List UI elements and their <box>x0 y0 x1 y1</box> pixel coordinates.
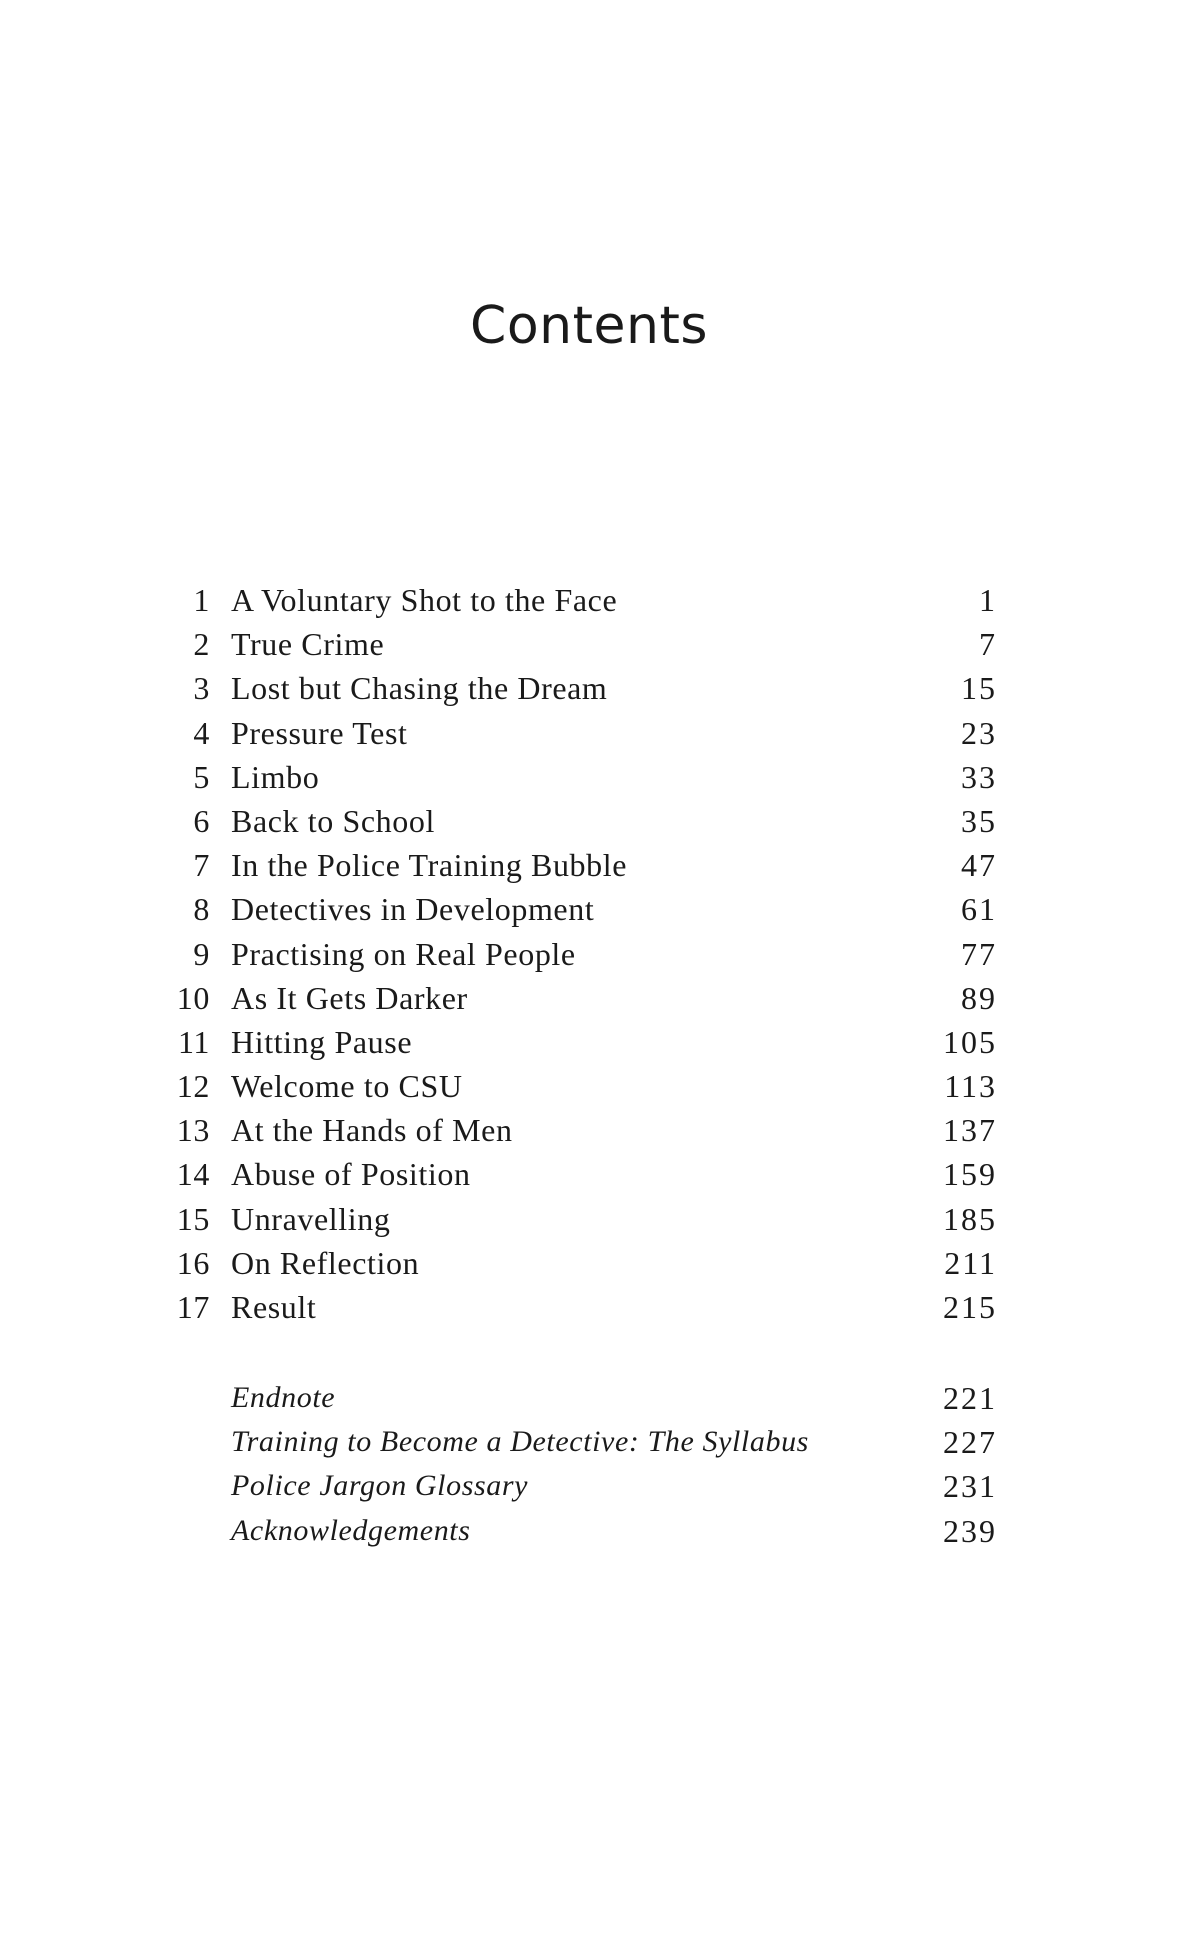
toc-entry[interactable] <box>0 755 1198 799</box>
page-number: 227 <box>943 1424 997 1461</box>
toc-entry[interactable] <box>0 1241 1198 1285</box>
chapter-number: 12 <box>176 1068 210 1105</box>
page-number: 7 <box>979 626 997 663</box>
chapter-title: Practising on Real People <box>231 935 576 972</box>
page-title: Contents <box>470 296 708 356</box>
chapter-number: 10 <box>176 979 210 1016</box>
chapter-number: 7 <box>193 847 210 884</box>
chapter-title: True Crime <box>231 626 385 663</box>
chapter-number: 11 <box>177 1023 210 1060</box>
page-number: 89 <box>961 979 997 1016</box>
toc-entry[interactable] <box>0 1197 1198 1241</box>
chapter-number: 8 <box>193 891 210 928</box>
toc-entry[interactable] <box>0 1285 1198 1329</box>
page-number: 221 <box>943 1380 997 1416</box>
chapter-title: Back to School <box>231 802 435 839</box>
page-number: 61 <box>961 891 997 928</box>
chapter-title: Abuse of Position <box>231 1156 471 1193</box>
toc-entry[interactable] <box>0 887 1198 931</box>
page-number: 105 <box>943 1023 997 1060</box>
back-matter-entry[interactable] <box>0 1376 1198 1420</box>
back-matter-title: Endnote <box>231 1381 336 1414</box>
toc-entry[interactable] <box>0 666 1198 710</box>
chapter-title: In the Police Training Bubble <box>231 847 628 884</box>
chapter-title: Pressure Test <box>231 714 408 751</box>
back-matter-list <box>0 1376 1198 1553</box>
chapter-title: Unravelling <box>231 1200 391 1237</box>
chapter-title: At the Hands of Men <box>231 1112 513 1149</box>
chapter-number: 9 <box>193 935 210 972</box>
page-number: 77 <box>961 935 997 972</box>
back-matter-title: Police Jargon Glossary <box>231 1469 529 1503</box>
chapter-title: On Reflection <box>231 1244 420 1281</box>
chapter-number: 14 <box>176 1156 210 1193</box>
chapter-number: 5 <box>193 758 210 795</box>
page-number: 159 <box>943 1156 997 1193</box>
toc-entry[interactable] <box>0 1152 1198 1196</box>
back-matter-entry[interactable] <box>0 1464 1198 1508</box>
page-number: 231 <box>943 1468 997 1505</box>
chapter-title: A Voluntary Shot to the Face <box>231 582 618 618</box>
chapter-number: 4 <box>193 714 210 751</box>
page-number: 239 <box>943 1512 997 1549</box>
toc-entry[interactable] <box>0 1064 1198 1108</box>
chapter-title: Result <box>231 1289 317 1325</box>
back-matter-entry[interactable] <box>0 1420 1198 1464</box>
chapter-number: 15 <box>176 1200 210 1237</box>
chapter-number: 3 <box>193 670 210 707</box>
chapter-number: 2 <box>193 626 210 663</box>
toc-entry[interactable] <box>0 578 1198 622</box>
page-number: 33 <box>961 758 997 795</box>
chapter-title: Welcome to CSU <box>231 1068 463 1105</box>
chapter-list <box>0 578 1198 1329</box>
page-number: 35 <box>961 802 997 839</box>
chapter-number: 1 <box>193 582 210 618</box>
page-number: 211 <box>944 1244 997 1281</box>
toc-entry[interactable] <box>0 799 1198 843</box>
toc-entry[interactable] <box>0 711 1198 755</box>
toc-entry[interactable] <box>0 843 1198 887</box>
chapter-number: 17 <box>176 1289 210 1325</box>
chapter-number: 6 <box>193 802 210 839</box>
page-number: 113 <box>944 1068 997 1105</box>
page-number: 137 <box>943 1112 997 1149</box>
toc-entry[interactable] <box>0 976 1198 1020</box>
toc-entry[interactable] <box>0 622 1198 666</box>
chapter-number: 13 <box>176 1112 210 1149</box>
page-number: 23 <box>961 714 997 751</box>
chapter-title: Lost but Chasing the Dream <box>231 670 608 707</box>
chapter-title: Limbo <box>231 758 320 795</box>
page-number: 1 <box>979 582 997 618</box>
chapter-number: 16 <box>176 1244 210 1281</box>
back-matter-title: Acknowledgements <box>231 1513 471 1547</box>
chapter-title: As It Gets Darker <box>231 979 468 1016</box>
chapter-title: Detectives in Development <box>231 891 595 928</box>
toc-entry[interactable] <box>0 1020 1198 1064</box>
back-matter-title: Training to Become a Detective: The Syllabus <box>231 1425 809 1459</box>
page-number: 47 <box>961 847 997 884</box>
back-matter-entry[interactable] <box>0 1509 1198 1553</box>
page-number: 185 <box>943 1200 997 1237</box>
chapter-title: Hitting Pause <box>231 1023 413 1060</box>
toc-entry[interactable] <box>0 932 1198 976</box>
page-number: 215 <box>943 1289 997 1325</box>
page-number: 15 <box>961 670 997 707</box>
toc-entry[interactable] <box>0 1108 1198 1152</box>
